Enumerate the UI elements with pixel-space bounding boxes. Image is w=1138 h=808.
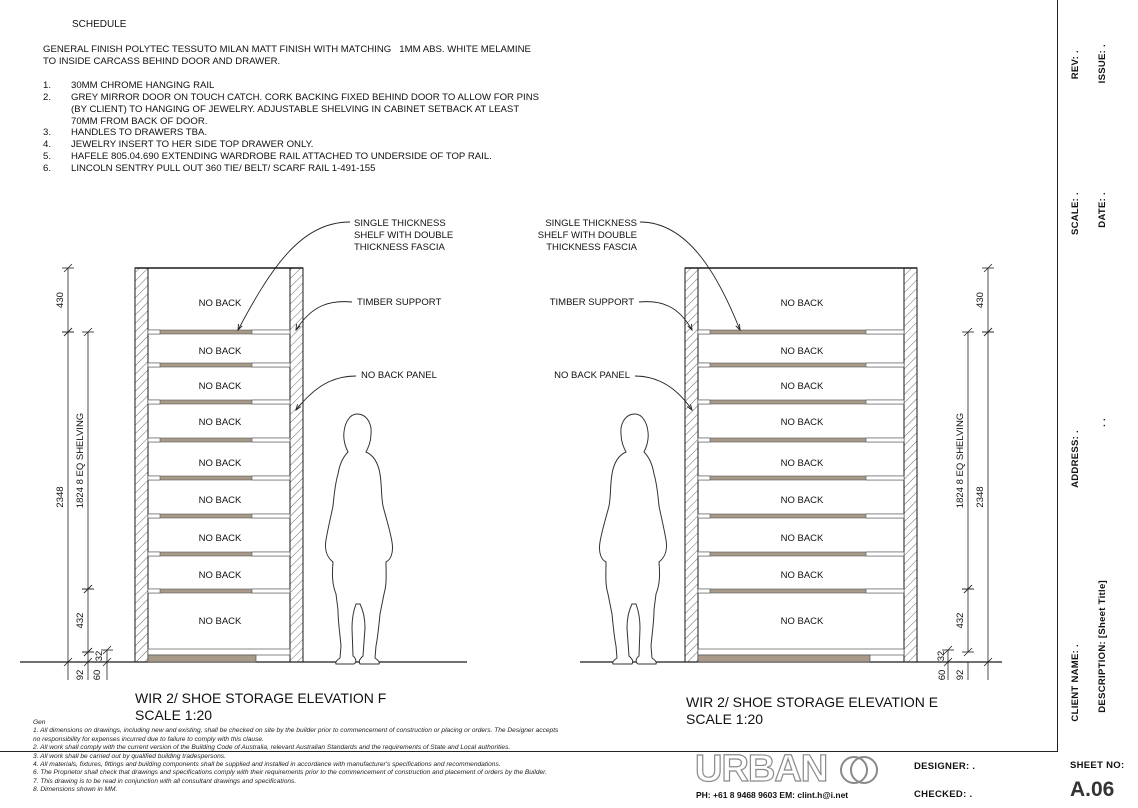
human-silhouette-icon xyxy=(599,414,666,664)
address-value: . . xyxy=(1097,418,1108,427)
note-line: 8. Dimensions shown in MM. xyxy=(33,786,118,794)
timber-support xyxy=(698,400,710,404)
sheet-number: A.06 xyxy=(1070,778,1115,801)
note-line: 1. All dimensions on drawings, including new and existing, shall be checked on site by the builder prior to commencement of construction or placing or orders. The Designer accepts xyxy=(33,727,559,735)
item-number: 6. xyxy=(43,163,52,174)
no-back-label: NO BACK xyxy=(198,417,242,428)
no-back-label: NO BACK xyxy=(780,495,824,506)
contact-line: PH: +61 8 9468 9603 EM: clint.h@i.net xyxy=(696,790,849,800)
item-number: 4. xyxy=(43,139,52,150)
no-back-label: NO BACK xyxy=(198,298,242,309)
dim-32: 32 xyxy=(94,650,105,662)
elevation-f-scale: SCALE 1:20 xyxy=(135,707,213,723)
no-back-label: NO BACK xyxy=(780,381,824,392)
dim-1824: 1824 8 EQ SHELVING xyxy=(955,412,966,509)
dim-92: 92 xyxy=(75,669,86,681)
timber-support xyxy=(252,330,290,334)
leader-line xyxy=(296,302,352,330)
item-text: HAFELE 805.04.690 EXTENDING WARDROBE RAIL ATTACHED TO UNDERSIDE OF TOP RAIL. xyxy=(71,151,492,162)
timber-callout-text: TIMBER SUPPORT xyxy=(357,297,442,308)
dim-2348: 2348 xyxy=(975,486,986,508)
no-back-label: NO BACK xyxy=(780,616,824,627)
timber-support xyxy=(252,514,290,518)
timber-support xyxy=(252,438,290,442)
elevation-e-scale: SCALE 1:20 xyxy=(686,711,764,727)
shelf-callout-text: SHELF WITH DOUBLE xyxy=(354,230,454,241)
timber-support xyxy=(148,476,160,480)
no-back-label: NO BACK xyxy=(780,570,824,581)
timber-support xyxy=(866,514,904,518)
timber-support xyxy=(148,589,160,593)
logo-text: URBAN xyxy=(695,748,828,790)
item-number: 2. xyxy=(43,92,52,103)
timber-support xyxy=(252,400,290,404)
shelf-callout-text: THICKNESS FASCIA xyxy=(546,242,637,253)
item-text: GREY MIRROR DOOR ON TOUCH CATCH. CORK BACKING FIXED BEHIND DOOR TO ALLOW FOR PINS (BY CLIENT) TO HANGING OF JEWELRY. ADJUSTABLE SHELVING IN CABINET SETBACK AT LEAST 70MM FROM BACK OF DOOR. xyxy=(71,92,540,127)
general-notes xyxy=(33,719,683,795)
side-panel-right xyxy=(904,268,917,662)
timber-support xyxy=(866,552,904,556)
timber-support xyxy=(148,400,160,404)
dim-32: 32 xyxy=(936,650,947,662)
timber-support xyxy=(252,589,290,593)
designer-label: DESIGNER: . xyxy=(914,761,976,772)
dim-60: 60 xyxy=(937,669,948,681)
elevation-f-title: WIR 2/ SHOE STORAGE ELEVATION F xyxy=(135,690,387,706)
note-line: 6. The Proprietor shall check that drawings and specifications comply with their requirements prior to the commencement of construction and placement of orders by the Builder. xyxy=(33,769,547,777)
shelf-callout-text: SINGLE THICKNESS xyxy=(545,218,637,229)
urban-logo xyxy=(690,750,890,790)
no-back-label: NO BACK xyxy=(198,533,242,544)
schedule-finish-line-2: TO INSIDE CARCASS BEHIND DOOR AND DRAWER. xyxy=(43,56,281,67)
description-label: DESCRIPTION: [Sheet Title] xyxy=(1097,580,1108,713)
human-silhouette-icon xyxy=(325,414,392,664)
no-back-label: NO BACK xyxy=(198,346,242,357)
leader-line xyxy=(635,376,692,410)
item-number: 3. xyxy=(43,127,52,138)
dim-60: 60 xyxy=(92,669,103,681)
timber-support xyxy=(148,363,160,367)
timber-support xyxy=(698,552,710,556)
timber-support xyxy=(698,589,710,593)
shelf-callout-text: THICKNESS FASCIA xyxy=(354,242,445,253)
timber-support xyxy=(698,438,710,442)
unit-elevation-f xyxy=(20,268,467,662)
shelf-callout-text: SINGLE THICKNESS xyxy=(354,218,446,229)
dim-92: 92 xyxy=(955,669,966,681)
no-back-label: NO BACK xyxy=(198,570,242,581)
dim-1824: 1824 8 EQ SHELVING xyxy=(75,412,86,509)
timber-support xyxy=(698,363,710,367)
timber-support xyxy=(866,330,904,334)
timber-support xyxy=(866,438,904,442)
dim-432: 432 xyxy=(75,612,86,629)
timber-callout-text: TIMBER SUPPORT xyxy=(549,297,634,308)
arrowhead xyxy=(238,324,242,330)
timber-support xyxy=(866,363,904,367)
item-text: HANDLES TO DRAWERS TBA. xyxy=(71,127,208,138)
scale-label: SCALE: . xyxy=(1070,192,1081,236)
panel-callout-text: NO BACK PANEL xyxy=(554,370,630,381)
item-number: 5. xyxy=(43,151,52,162)
issue-label: ISSUE: . xyxy=(1097,44,1108,84)
timber-support xyxy=(866,400,904,404)
elevation-e-title: WIR 2/ SHOE STORAGE ELEVATION E xyxy=(686,694,939,710)
logo-mark-icon xyxy=(840,754,880,786)
timber-support xyxy=(698,330,710,334)
date-label: DATE: . xyxy=(1097,192,1108,228)
client-name-label: CLIENT NAME: . xyxy=(1070,644,1081,722)
timber-support xyxy=(148,438,160,442)
timber-support xyxy=(866,476,904,480)
note-line: 2. All work shall comply with the current version of the Building Code of Australia, relevant Australian Standards and the requirements of State and Local authorities. xyxy=(33,744,511,752)
plinth xyxy=(698,655,870,662)
leader-line xyxy=(639,302,692,330)
schedule-title: SCHEDULE xyxy=(72,19,127,30)
timber-support xyxy=(252,476,290,480)
note-line: 4. All materials, fixtures, fittings and building components shall be supplied and installed in accordance with manufacturer's specifications and recommendations. xyxy=(33,761,501,769)
shelf-callout-text: SHELF WITH DOUBLE xyxy=(537,230,637,241)
rev-label: REV: . xyxy=(1070,50,1081,80)
item-text: LINCOLN SENTRY PULL OUT 360 TIE/ BELT/ SCARF RAIL 1-491-155 xyxy=(71,163,376,174)
no-back-label: NO BACK xyxy=(198,495,242,506)
no-back-label: NO BACK xyxy=(780,533,824,544)
timber-support xyxy=(148,514,160,518)
timber-support xyxy=(866,589,904,593)
dim-2348: 2348 xyxy=(55,486,66,508)
timber-support xyxy=(698,514,710,518)
no-back-label: NO BACK xyxy=(198,616,242,627)
schedule-finish-line-1: GENERAL FINISH POLYTEC TESSUTO MILAN MATT FINISH WITH MATCHING 1MM ABS. WHITE MELAMINE xyxy=(43,44,531,55)
timber-support xyxy=(148,330,160,334)
base-shelf xyxy=(148,649,290,655)
notes-heading: Gen xyxy=(33,719,46,726)
note-line: no responsibility for expenses incurred due to failure to comply with this clause. xyxy=(33,735,264,743)
no-back-label: NO BACK xyxy=(198,381,242,392)
item-text: JEWELRY INSERT TO HER SIDE TOP DRAWER ONLY. xyxy=(71,139,314,150)
leader-line xyxy=(296,376,356,410)
dim-430: 430 xyxy=(975,292,986,308)
no-back-label: NO BACK xyxy=(780,417,824,428)
no-back-label: NO BACK xyxy=(780,458,824,469)
plinth xyxy=(148,655,256,662)
sheet-no-label: SHEET NO: xyxy=(1070,760,1125,771)
dim-430: 430 xyxy=(55,292,66,308)
no-back-label: NO BACK xyxy=(780,346,824,357)
item-text: 30MM CHROME HANGING RAIL xyxy=(71,80,215,91)
note-line: 7. This drawing is to be read in conjunction with all consultant drawings and specifications. xyxy=(33,777,297,785)
checked-label: CHECKED: . xyxy=(914,789,973,800)
timber-support xyxy=(252,552,290,556)
side-panel-left xyxy=(135,268,148,662)
no-back-label: NO BACK xyxy=(198,458,242,469)
no-back-label: NO BACK xyxy=(780,298,824,309)
panel-callout-text: NO BACK PANEL xyxy=(361,370,437,381)
timber-support xyxy=(698,476,710,480)
timber-support xyxy=(148,552,160,556)
dim-432: 432 xyxy=(955,612,966,629)
address-label: ADDRESS: . xyxy=(1070,430,1081,488)
note-line: 3. All work shall be carried out by qualified building tradespersons. xyxy=(33,752,226,760)
base-shelf xyxy=(698,649,904,655)
timber-support xyxy=(252,363,290,367)
item-number: 1. xyxy=(43,80,52,91)
